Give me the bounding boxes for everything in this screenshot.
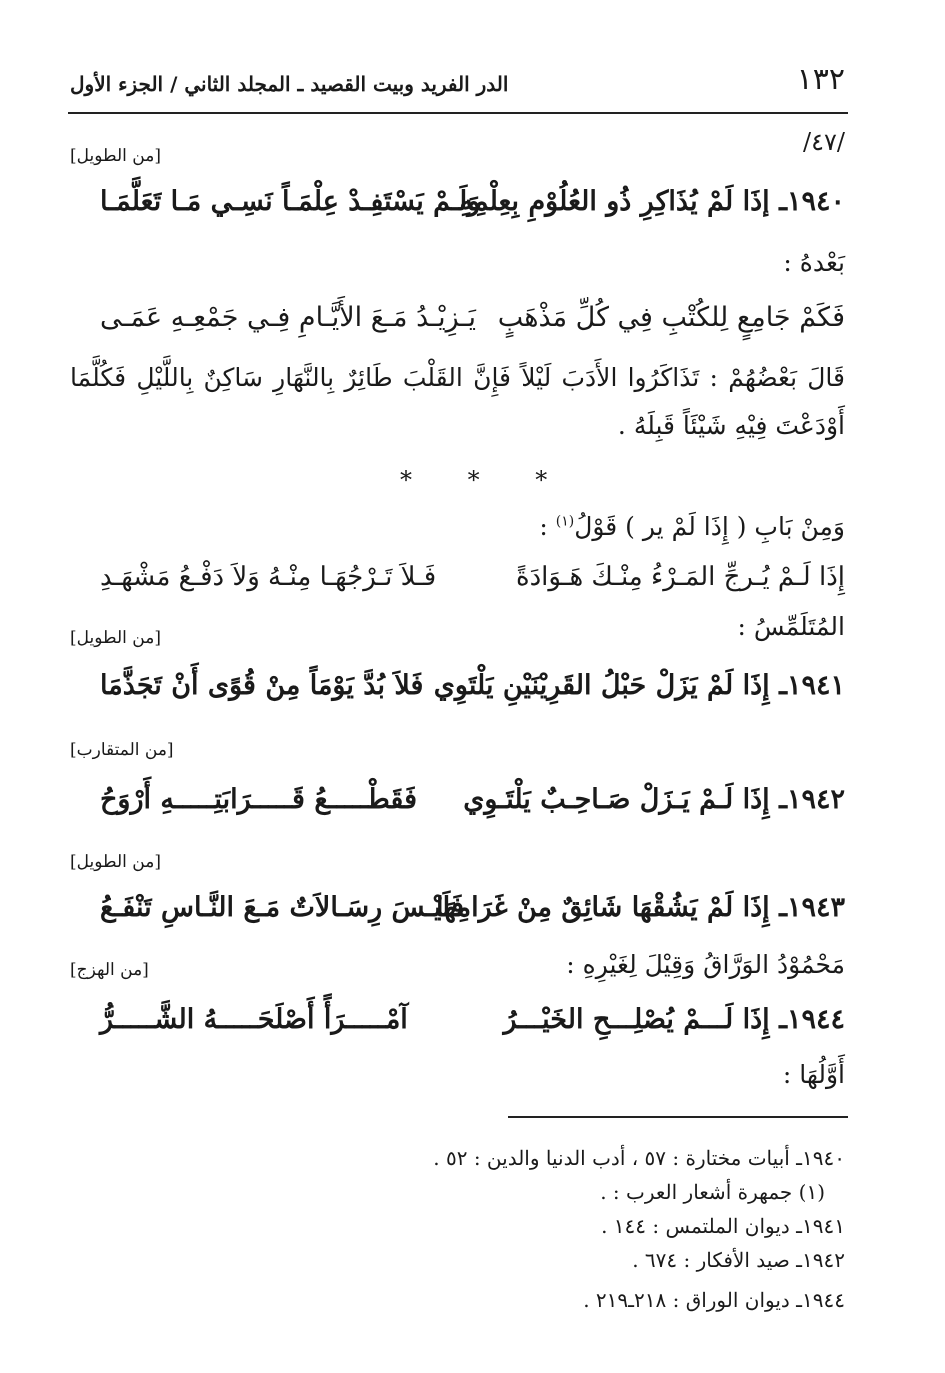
chapter-intro-colon: : xyxy=(539,512,556,541)
speaker-1941: المُتَلَمِّسُ : xyxy=(737,612,845,641)
footnote-ref: (١) xyxy=(555,513,575,530)
verse-1940-first-hemistich xyxy=(460,186,846,217)
chapter-intro-text: وَمِنْ بَابِ ( إِذَا لَمْ ير ) قَوْلُ xyxy=(574,512,845,541)
hemistich-text: إِذَا لَمْ يَشُقْهَا شَائِقٌ مِنْ غَرَامِهَا xyxy=(435,892,770,923)
after-label-1944: أَوَّلُهَا : xyxy=(782,1060,845,1089)
speaker-1944: مَحْمُوْدُ الوَرَّاقُ وَقِيْلَ لِغَيْرِهِ : xyxy=(566,950,845,979)
first-hemistich: إِذَا لَـمْ يُـرجِّ المَـرْءُ مِنْـكَ هَـوَادَةً xyxy=(515,562,845,592)
section-marker: /٤٧/ xyxy=(803,128,845,156)
hemistich-text: إِذَا لَـمْ يَـزَلْ صَـاحِـبٌ يَلْتَـوِي xyxy=(463,784,770,815)
verse-1943-second-hemistich: فَلَيْـسَ رِسَـالاَتٌ مَـعَ النَّـاسِ تَنْفَـعُ xyxy=(100,892,464,923)
footnote-1940: ١٩٤٠ـ أبيات مختارة : ٥٧ ، أدب الدنيا والدين : ٥٢ . xyxy=(433,1146,845,1170)
hemistich-text: إذَا لَمْ يُذَاكِرِ ذُو العُلُوْمِ بِعِلْمِهِ xyxy=(459,186,770,217)
footnote-1942: ١٩٤٢ـ صيد الأفكار : ٦٧٤ . xyxy=(632,1248,845,1272)
verse-1941-first-hemistich xyxy=(434,670,845,701)
verse-number: ١٩٤١ـ xyxy=(779,670,845,701)
verse-1943-first-hemistich xyxy=(436,892,845,923)
verse-1941 xyxy=(100,670,845,710)
meter-label-1942: [من المتقارب] xyxy=(70,740,174,760)
verse-1944-first-hemistich xyxy=(504,1004,845,1035)
verse-1944-second-hemistich: آمْـــــرَأً أَصْلَحَـــــهُ الشَّـــــرُّ xyxy=(100,1004,408,1035)
second-hemistich: فَـلاَ تَـرْجُهَـا مِنْـهُ وَلاَ دَفْـعُ مَشْهَـدِ xyxy=(100,562,437,592)
verse-1943 xyxy=(100,892,845,932)
verse-number: ١٩٤٣ـ xyxy=(779,892,845,923)
footnote-1941: ١٩٤١ـ ديوان الملتمس : ١٤٤ . xyxy=(601,1214,845,1238)
meter-label-1944: [من الهزج] xyxy=(70,960,149,980)
verse-bab xyxy=(100,562,845,602)
first-hemistich: فَكَمْ جَامِعٍ لِلكُتْبِ فِي كُلِّ مَذْهَبٍ xyxy=(497,302,845,333)
prose-paragraph: قَالَ بَعْضُهُمْ : تَذَاكَرُوا الأَدَبَ لَيْلاً فَإِنَّ القَلْبَ طَائِرٌ بِالنَّهَارِ سَاكِنٌ بِاللَّيْلِ فَكُلَّمَا أَوْدَعْتَ فِيْهِ شَيْئَاً قَبِلَهُ . xyxy=(70,363,845,440)
page-number: ١٣٢ xyxy=(796,62,845,97)
verse-1940 xyxy=(100,186,845,226)
verse-number: ١٩٤٤ـ xyxy=(779,1004,845,1035)
verse-after-1940 xyxy=(100,302,845,342)
second-hemistich: يَـزِيْـدُ مَـعَ الأَيَّـامِ فِـي جَمْعِـهِ عَمَـى xyxy=(100,302,477,333)
verse-number: ١٩٤٠ـ xyxy=(779,186,845,217)
verse-1942 xyxy=(100,784,845,824)
running-title: الدر الفريد وبيت القصيد ـ المجلد الثاني / الجزء الأول xyxy=(70,72,509,96)
footnote-rule xyxy=(508,1116,848,1118)
verse-1940-second-hemistich: وَلَـمْ يَسْتَفِـدْ عِلْمَـاً نَسِـي مَـا تَعَلَّمَـا xyxy=(100,186,481,217)
meter-label-1940: [من الطويل] xyxy=(70,146,161,166)
verse-number: ١٩٤٢ـ xyxy=(779,784,845,815)
hemistich-text: إِذَا لَـــمْ يُصْلِـــحِ الخَيْـــرُ xyxy=(503,1004,770,1035)
chapter-intro xyxy=(539,512,845,541)
verse-1944 xyxy=(100,1004,845,1044)
section-separator: * * * xyxy=(400,466,572,494)
footnote-ref-1: (١) جمهرة أشعار العرب : . xyxy=(600,1180,825,1204)
verse-1941-second-hemistich: فَلاَ بُدَّ يَوْمَاً مِنْ قُوًى أَنْ تَجَذَّمَا xyxy=(100,670,424,701)
header-rule xyxy=(68,112,848,114)
meter-label-1943: [من الطويل] xyxy=(70,852,161,872)
hemistich-text: إِذَا لَمْ يَزَلْ حَبْلُ القَرِيْنَيْنِ يَلْتَوِي xyxy=(433,670,770,701)
meter-label-1941: [من الطويل] xyxy=(70,628,161,648)
after-label: بَعْدهُ : xyxy=(783,248,845,277)
verse-1942-first-hemistich xyxy=(463,784,845,815)
footnote-1944: ١٩٤٤ـ ديوان الوراق : ٢١٨ـ٢١٩ . xyxy=(583,1288,845,1312)
verse-1942-second-hemistich: فَقَطْـــــعُ قَـــــرَابَتِـــــهِ أَرْوَحُ xyxy=(100,784,417,815)
